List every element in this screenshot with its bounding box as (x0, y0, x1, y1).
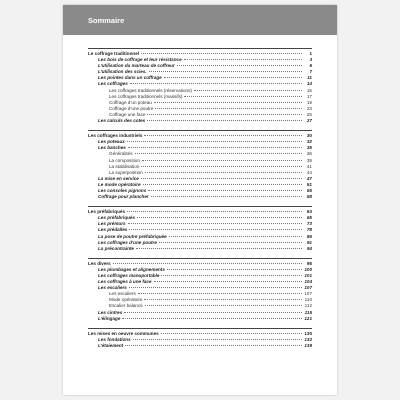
dot-leader (159, 242, 302, 243)
dot-leader (167, 269, 302, 270)
toc-page-number: 139 (304, 342, 312, 348)
dot-leader (143, 184, 302, 185)
toc-page-number: 110 (304, 297, 312, 303)
dot-leader (136, 248, 302, 249)
toc-page-number: 115 (304, 309, 312, 315)
toc-page-number: 104 (304, 279, 312, 285)
dot-leader (127, 211, 302, 212)
toc-page-number: 55 (306, 187, 312, 193)
dot-leader (194, 90, 302, 91)
toc-page-number: 11 (307, 75, 312, 81)
dot-leader (138, 293, 302, 294)
dot-leader (147, 120, 302, 121)
dot-leader (151, 196, 302, 197)
toc-page-number: 63 (306, 209, 312, 215)
toc-page-number: 14 (306, 81, 312, 87)
page-title: Sommaire (88, 15, 125, 25)
toc-entry-label: Les prémurs (98, 221, 126, 227)
dot-leader (113, 263, 302, 264)
dot-leader (164, 77, 302, 78)
toc-page-number: 51 (306, 181, 312, 187)
toc-entry-label: Mode opératoire (109, 297, 143, 303)
toc-entry-label: Coffrage d’une poutre (109, 105, 154, 111)
toc-entry-label: Les pointes dans un coffrage (98, 75, 162, 81)
toc-page-number: 65 (306, 215, 312, 221)
toc-entry-label: Les coffrages traditionnels (réservations) (109, 87, 192, 93)
dot-leader (154, 281, 302, 282)
toc-entry-label: Les consoles pignons (98, 187, 147, 193)
dot-leader (177, 65, 302, 66)
toc-page-number: 1 (309, 51, 312, 56)
toc-entry-label: Les prédalles (98, 227, 128, 233)
toc-entry-label: Les bois de coffrage et leur résistance (98, 57, 182, 63)
toc-entry (88, 118, 312, 124)
toc-entry-label: La pose de poutre préfabriquée (98, 233, 167, 239)
dot-leader (135, 153, 303, 154)
toc-entry-label: La précontrainte (98, 245, 134, 251)
dot-leader (128, 147, 302, 148)
toc-section (88, 328, 312, 349)
toc-page-number: 30 (306, 133, 312, 139)
toc-page-number: 112 (304, 303, 312, 309)
toc-page-number: 15 (306, 87, 312, 93)
dot-leader (184, 96, 302, 97)
dot-leader (129, 287, 302, 288)
toc-page-number: 44 (306, 169, 312, 175)
toc-entry-label: Les poteaux (98, 139, 125, 145)
toc-entry (88, 246, 312, 252)
toc-page-number: 130 (304, 330, 312, 336)
toc-entry-label: Coffrage une face (109, 111, 146, 117)
dot-leader (154, 102, 302, 103)
toc-page-number: 32 (306, 139, 312, 145)
toc-page-number: 39 (306, 157, 312, 163)
toc-entry-label: Coffrage pour plancher (98, 194, 149, 200)
dot-leader (127, 141, 302, 142)
toc-entry-label: Les escaliers (109, 291, 136, 297)
toc-section (88, 130, 312, 200)
toc-entry-label: La superposition (109, 169, 143, 175)
toc-entry-label: Le mode opératoire (98, 181, 141, 187)
toc-page-number: 36 (306, 151, 312, 157)
toc-entry-label: Les préfabriqués (88, 209, 126, 215)
dot-leader (184, 59, 302, 60)
toc-entry-label: Les mises en oeuvre communes (88, 330, 159, 336)
toc-entry-label: L’étaiement (98, 342, 124, 348)
toc-section (88, 258, 312, 322)
toc-page-number: 78 (306, 227, 312, 233)
toc-entry-label: L’utilisation du marteau de coffreur (98, 63, 175, 69)
toc-page-number: 86 (306, 233, 312, 239)
toc-page-number: 73 (306, 221, 312, 227)
toc-entry-label: Les escaliers (98, 285, 127, 291)
dot-leader (147, 114, 302, 115)
dot-leader (124, 312, 302, 313)
toc-entry-label: L’utilisation des scies. (98, 69, 147, 75)
header-bar (63, 5, 337, 35)
toc-entry-label: Les cintres (98, 309, 123, 315)
toc-page-number: 94 (306, 245, 312, 251)
dot-leader (125, 345, 302, 346)
toc-entry (88, 343, 312, 349)
toc-entry-label: Les divers (88, 260, 111, 266)
dot-leader (155, 108, 302, 109)
dot-leader (142, 160, 302, 161)
dot-leader (144, 135, 302, 136)
toc-page-number: 27 (306, 118, 312, 124)
toc-entry-label: L’élingage (98, 315, 121, 321)
toc-page-number: 35 (306, 145, 312, 151)
dot-leader (161, 275, 302, 276)
dot-leader (128, 223, 302, 224)
toc-page-number: 98 (306, 260, 312, 266)
toc-section (88, 48, 312, 124)
toc-entry-label: Les coffrages traditionnels (massifs) (109, 93, 183, 99)
toc-page-number: 58 (306, 194, 312, 200)
toc-page-number: 7 (309, 69, 312, 75)
dot-leader (130, 83, 302, 84)
dot-leader (141, 178, 302, 179)
dot-leader (169, 236, 302, 237)
dot-leader (144, 299, 302, 300)
dot-leader (148, 190, 302, 191)
toc-entry-label: Escalier balancé (109, 303, 143, 309)
toc-entry-label: La composition (109, 157, 140, 163)
toc-page-number: 25 (306, 111, 312, 117)
toc-page-number: 19 (306, 99, 312, 105)
toc-entry-label: Les calculs des cotes (98, 118, 146, 124)
toc-entry-label: Les coffrages à une face (98, 279, 152, 285)
toc-entry-label: Les coffrages manuportable (98, 273, 160, 278)
toc-entry-label: La mise en service (98, 175, 139, 181)
dot-leader (122, 318, 302, 319)
document-page (63, 5, 337, 395)
dot-leader (137, 217, 302, 218)
toc-entry-label: Les préfabriqués (98, 215, 136, 221)
toc-section (88, 206, 312, 252)
toc-entry-label: Les fondations (98, 336, 131, 342)
toc-entry-label: Les coffrages (98, 81, 128, 87)
toc-entry-label: Coffrage d’un poteau (109, 99, 152, 105)
dot-leader (129, 229, 302, 230)
toc-entry-label: Généralités (109, 151, 133, 157)
toc-entry-label: Les coffrages d’une poutre (98, 239, 157, 245)
dot-leader (145, 305, 302, 306)
toc-page-number: 101 (304, 273, 312, 278)
dot-leader (149, 71, 302, 72)
toc-page-number: 91 (306, 239, 312, 245)
dot-leader (141, 166, 302, 167)
dot-leader (145, 172, 302, 173)
toc-entry-label: La stabilisation (109, 163, 140, 169)
toc-entry-label: Les plombages et alignements (98, 266, 165, 272)
toc-page-number: 41 (306, 163, 312, 169)
toc-page-number: 6 (309, 63, 312, 69)
dot-leader (161, 333, 302, 334)
toc-page-number: 107 (304, 291, 312, 297)
toc-page-number: 100 (304, 266, 312, 272)
toc-page-number: 3 (309, 57, 312, 63)
toc-entry-label: Les banches (98, 145, 126, 151)
toc-page-number: 47 (306, 175, 312, 181)
toc-entry-label: Le coffrage traditionnel (88, 51, 140, 56)
toc-page-number: 23 (306, 105, 312, 111)
toc-entry-label: Les coffrages industriels (88, 133, 143, 139)
dot-leader (133, 339, 302, 340)
toc-page-number: 17 (306, 93, 312, 99)
table-of-contents (88, 48, 312, 349)
toc-entry (88, 316, 312, 322)
toc-page-number: 107 (304, 285, 312, 291)
toc-entry (88, 194, 312, 200)
toc-page-number: 121 (304, 315, 312, 321)
dot-leader (141, 53, 302, 54)
toc-page-number: 132 (304, 336, 312, 342)
